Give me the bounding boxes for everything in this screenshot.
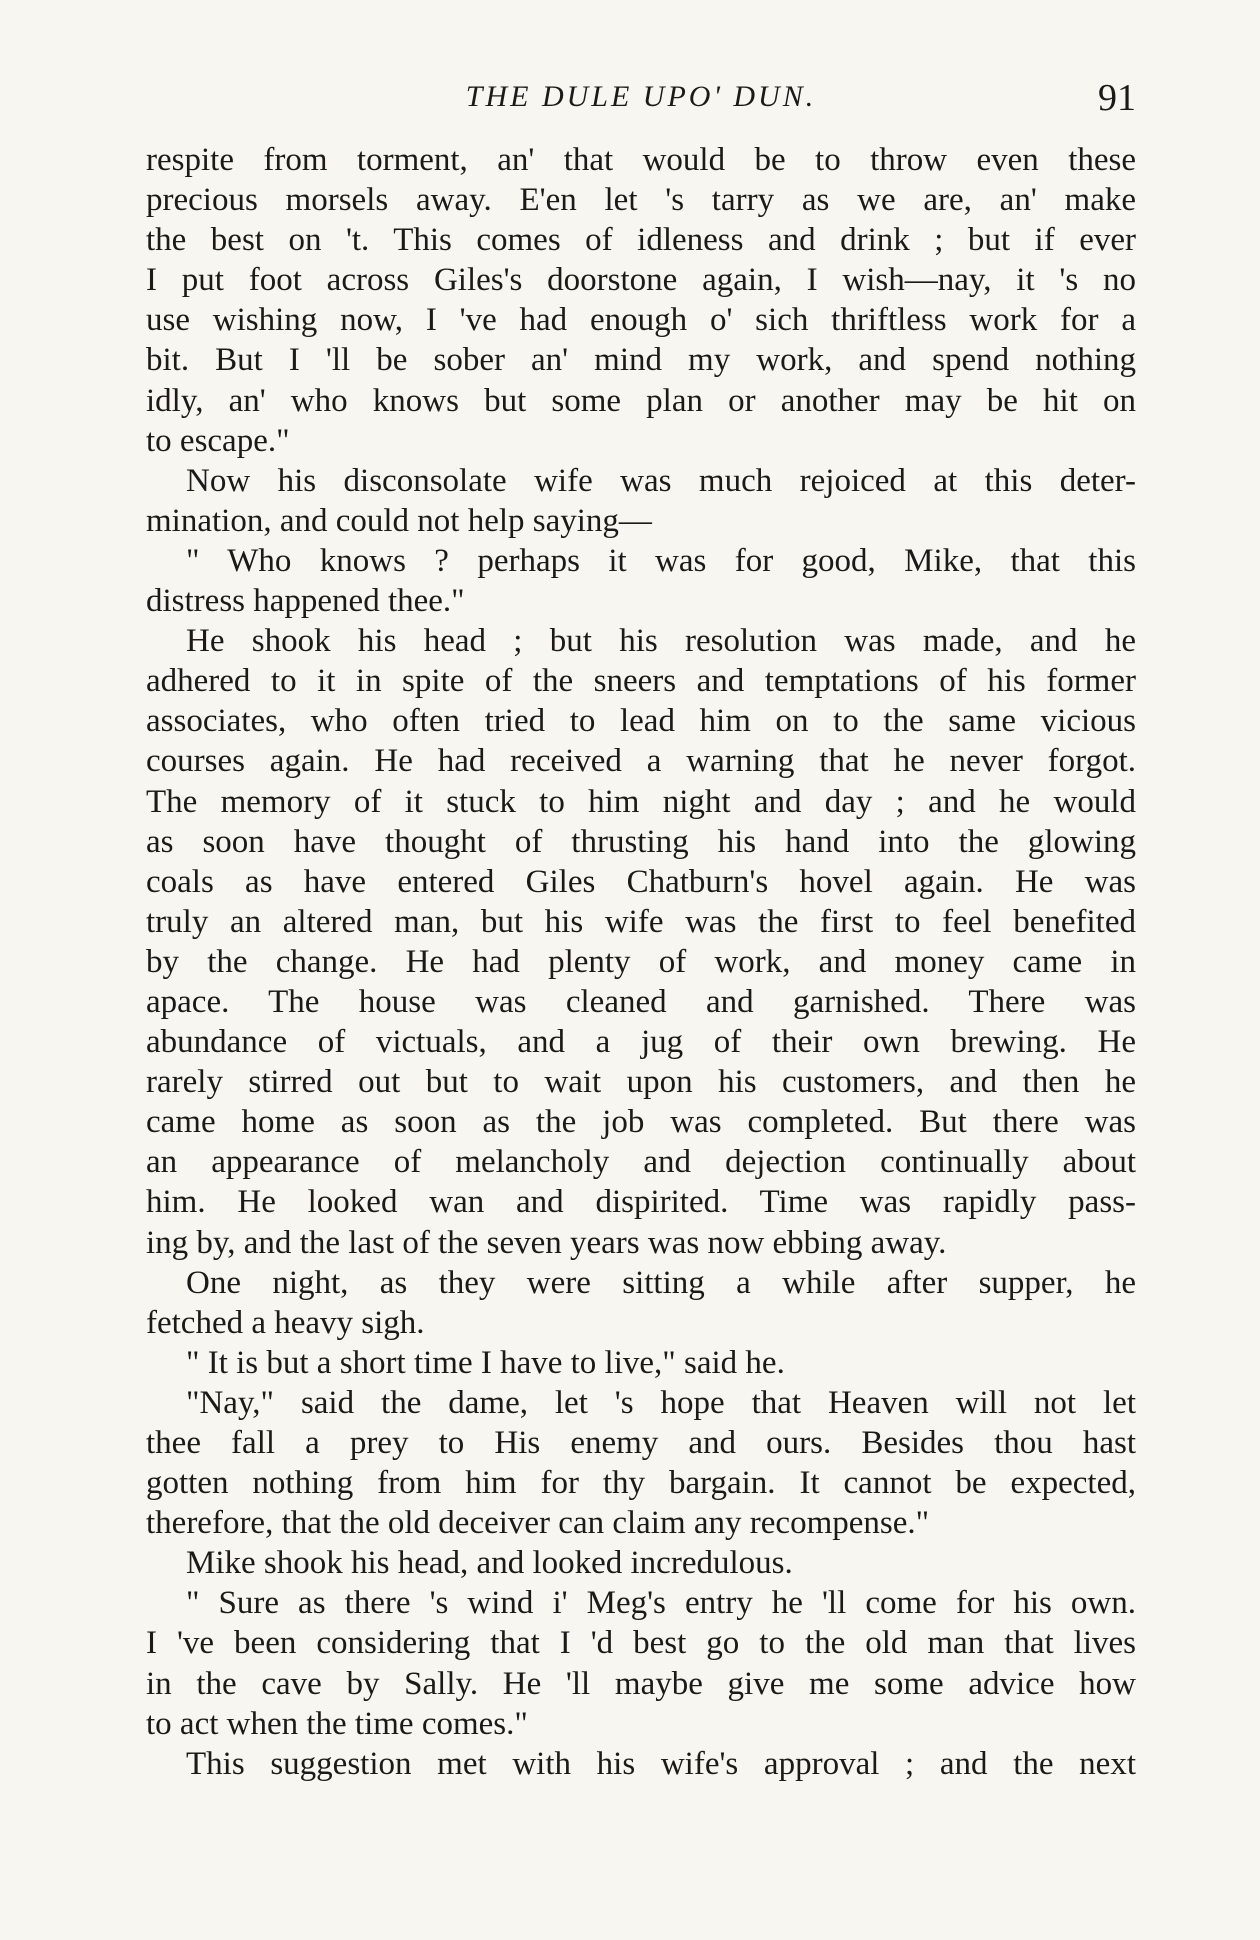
paragraph-first-line: Mike shook his head, and looked incredulous. <box>186 1545 793 1582</box>
text-line: rarely stirred out but to wait upon his customers, and then he <box>146 1064 1136 1101</box>
text-line: distress happened thee." <box>146 583 465 620</box>
paragraph-first-line: " Who knows ? perhaps it was for good, Mike, that this <box>186 542 1136 579</box>
text-line: in the cave by Sally. He 'll maybe give me some advice how <box>146 1665 1136 1702</box>
text-line: bit. But I 'll be sober an' mind my work, and spend nothing <box>146 342 1136 379</box>
text-line: gotten nothing from him for thy bargain. It cannot be expected, <box>146 1465 1136 1502</box>
text-line: coals as have entered Giles Chatburn's hovel again. He was <box>146 863 1136 900</box>
running-head <box>146 76 1136 120</box>
text-line: fetched a heavy sigh. <box>146 1304 425 1341</box>
text-line: truly an altered man, but his wife was the first to feel benefited <box>146 903 1136 940</box>
text-line: The memory of it stuck to him night and day ; and he would <box>146 783 1136 820</box>
text-line: to escape." <box>146 422 290 459</box>
running-title: THE DULE UPO' DUN. <box>465 80 817 113</box>
text-line: adhered to it in spite of the sneers and temptations of his former <box>146 663 1136 700</box>
text-line: courses again. He had received a warning that he never forgot. <box>146 743 1136 780</box>
text-line: mination, and could not help saying— <box>146 502 652 539</box>
text-line: idly, an' who knows but some plan or another may be hit on <box>146 382 1136 419</box>
text-line: to act when the time comes." <box>146 1705 528 1742</box>
text-line: associates, who often tried to lead him on to the same vicious <box>146 703 1136 740</box>
body-text <box>146 140 1136 1784</box>
paragraph-first-line: " It is but a short time I have to live," said he. <box>186 1344 785 1381</box>
paragraph-first-line: He shook his head ; but his resolution was made, and he <box>186 623 1136 660</box>
text-line: I 've been considering that I 'd best go to the old man that lives <box>146 1625 1136 1662</box>
paragraph-first-line: "Nay," said the dame, let 's hope that Heaven will not let <box>186 1384 1136 1421</box>
text-line: the best on 't. This comes of idleness and drink ; but if ever <box>146 222 1136 259</box>
text-line: came home as soon as the job was completed. But there was <box>146 1104 1136 1141</box>
paragraph-first-line: This suggestion met with his wife's approval ; and the next <box>186 1745 1136 1782</box>
text-line: thee fall a prey to His enemy and ours. Besides thou hast <box>146 1425 1136 1461</box>
text-line: by the change. He had plenty of work, and money came in <box>146 943 1136 980</box>
paragraph-first-line: Now his disconsolate wife was much rejoiced at this deter- <box>186 462 1136 499</box>
text-line: him. He looked wan and dispirited. Time was rapidly pass- <box>146 1184 1136 1221</box>
text-line: respite from torment, an' that would be to throw even these <box>146 142 1136 178</box>
text-line: abundance of victuals, and a jug of their own brewing. He <box>146 1024 1136 1061</box>
paragraph-first-line: " Sure as there 's wind i' Meg's entry he 'll come for his own. <box>186 1585 1136 1622</box>
text-line: precious morsels away. E'en let 's tarry as we are, an' make <box>146 182 1136 219</box>
paragraph-first-line: One night, as they were sitting a while after supper, he <box>186 1264 1136 1301</box>
text-line: apace. The house was cleaned and garnished. There was <box>146 983 1136 1020</box>
text-line: I put foot across Giles's doorstone again, I wish—nay, it 's no <box>146 262 1136 299</box>
text-line: therefore, that the old deceiver can claim any recompense." <box>146 1505 930 1542</box>
text-line: use wishing now, I 've had enough o' sich thriftless work for a <box>146 302 1136 339</box>
text-line: ing by, and the last of the seven years was now ebbing away. <box>146 1224 947 1261</box>
page-number: 91 <box>1098 77 1136 119</box>
text-line: as soon have thought of thrusting his hand into the glowing <box>146 823 1136 860</box>
text-line: an appearance of melancholy and dejection continually about <box>146 1144 1136 1181</box>
